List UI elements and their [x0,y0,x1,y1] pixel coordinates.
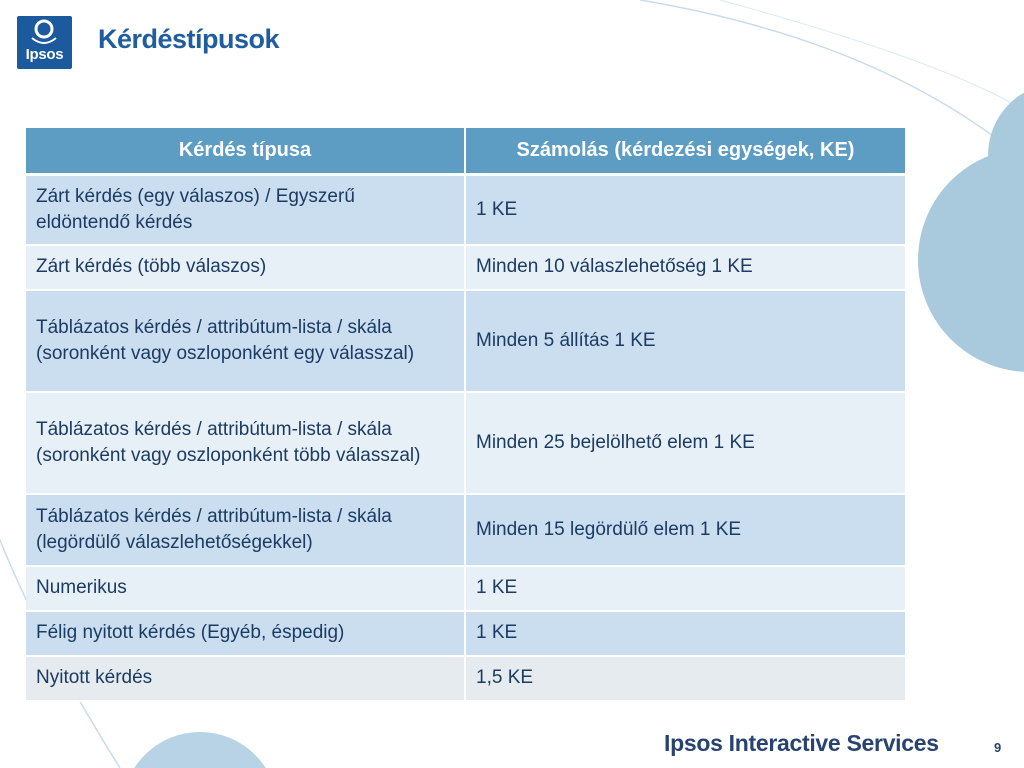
logo-mark-icon [17,16,72,46]
table-row [26,392,905,494]
cell-question-type: Táblázatos kérdés / attribútum-lista / skála (legördülő válaszlehetőségekkel) [26,494,465,566]
cell-calculation: Minden 5 állítás 1 KE [465,290,905,392]
footer-brand: Ipsos Interactive Services [664,730,939,756]
cell-calculation: Minden 10 válaszlehetőség 1 KE [465,245,905,290]
table-row [26,656,905,701]
cell-calculation: 1 KE [465,175,905,245]
table-row [26,494,905,566]
cell-question-type: Táblázatos kérdés / attribútum-lista / skála (soronként vagy oszloponként egy válasszal) [26,290,465,392]
logo-text: Ipsos [25,46,64,63]
cell-question-type: Nyitott kérdés [26,656,465,701]
header-calculation: Számolás (kérdezési egységek, KE) [465,128,905,175]
table-row [26,245,905,290]
cell-calculation: 1 KE [465,566,905,611]
cell-question-type: Numerikus [26,566,465,611]
cell-calculation: 1 KE [465,611,905,656]
table-header-row [26,128,905,175]
page-number: 9 [994,740,1002,755]
question-types-table [26,128,905,702]
table-row [26,175,905,245]
cell-question-type: Táblázatos kérdés / attribútum-lista / skála (soronként vagy oszloponként több válasszal) [26,392,465,494]
cell-question-type: Zárt kérdés (több válaszos) [26,245,465,290]
page-title: Kérdéstípusok [98,24,280,54]
cell-question-type: Félig nyitott kérdés (Egyéb, éspedig) [26,611,465,656]
cell-calculation: Minden 25 bejelölhető elem 1 KE [465,392,905,494]
cell-question-type: Zárt kérdés (egy válaszos) / Egyszerű eldöntendő kérdés [26,175,465,245]
cell-calculation: 1,5 KE [465,656,905,701]
table-row [26,611,905,656]
table-row [26,566,905,611]
header-question-type: Kérdés típusa [26,128,465,175]
table-row [26,290,905,392]
ipsos-logo [17,16,72,69]
cell-calculation: Minden 15 legördülő elem 1 KE [465,494,905,566]
